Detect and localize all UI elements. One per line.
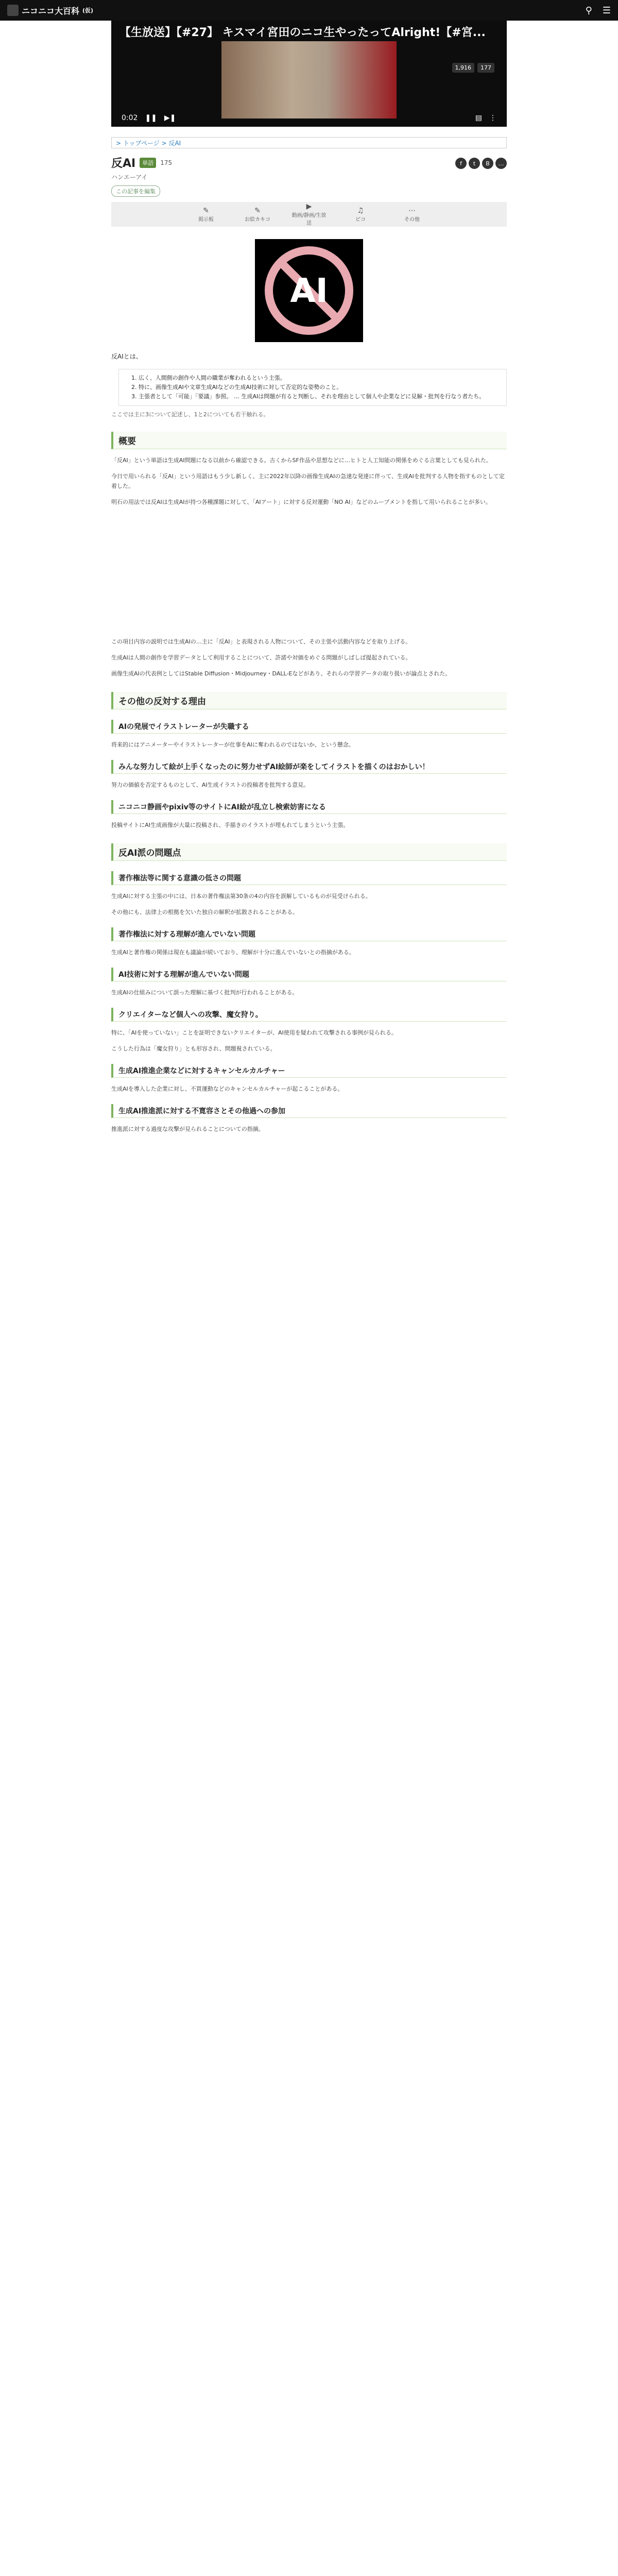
section-heading: 概要	[111, 432, 507, 449]
section-heading: 反AI派の問題点	[111, 843, 507, 861]
paragraph: 画像生成AIの代表例としてはStable Diffusion・Midjourney・DALL-Eなどがあり、それらの学習データの取り扱いが論点とされた。	[111, 670, 451, 677]
music-icon: ♫	[357, 206, 364, 215]
list-note: ここでは主に3について記述し、1と2についても若干触れる。	[111, 411, 269, 418]
next-icon[interactable]: ▶❚	[164, 114, 176, 122]
share-buttons	[455, 158, 507, 169]
intro-text: 反AIとは、	[111, 353, 142, 360]
paragraph: こうした行為は「魔女狩り」とも形容され、問題視されている。	[111, 1045, 276, 1052]
subsection-heading: みんな努力して絵が上手くなったのに努力せずAI絵師が楽をしてイラストを描くのはおかしい！	[111, 760, 507, 774]
page-title: 反AI	[111, 157, 136, 170]
paragraph: 今日で用いられる「反AI」という用語はもう少し新しく、主に2022年以降の画像生成AIの急速な発達に伴って、生成AIを批判する人物を指すものとして定着した。	[111, 473, 505, 489]
view-count: 1,916	[452, 63, 475, 73]
list-item: 2. 特に、画像生成AIや文章生成AIなどの生成AI技術に対して否定的な姿勢のこと。	[131, 384, 342, 391]
paragraph: 生成AIを導入した企業に対し、不買運動などのキャンセルカルチャーが起こることがある。	[111, 1086, 344, 1092]
paint-icon: ✎	[254, 206, 261, 215]
blank-space	[111, 507, 507, 631]
search-icon[interactable]: ⚲	[585, 5, 592, 16]
more-icon[interactable]: ⋮	[489, 114, 496, 122]
time-display: 0:02	[122, 114, 138, 122]
svg-text:AI: AI	[290, 272, 328, 310]
subsection-heading: ニコニコ静画やpixiv等のサイトにAI絵が乱立し検索妨害になる	[111, 800, 507, 814]
media-icon: ▶	[306, 202, 312, 211]
reading: ハンエーアイ	[111, 174, 148, 181]
comment-count: 177	[477, 63, 494, 73]
article-body	[111, 432, 507, 1134]
menu-icon[interactable]: ☰	[602, 5, 611, 16]
article	[111, 155, 507, 1134]
pause-icon[interactable]: ❚❚	[145, 114, 157, 122]
share-hatena-icon[interactable]: B	[482, 158, 493, 169]
subsection-heading: 著作権法等に関する意識の低さの問題	[111, 871, 507, 885]
subsection-heading: 著作権法に対する理解が進んでいない問題	[111, 927, 507, 941]
video-player[interactable]	[111, 21, 507, 127]
share-more-icon[interactable]: …	[495, 158, 507, 169]
list-item: 3. 主張者として「可能」「要議」参照。 … 生成AIは問題が有ると判断し、それを理由として個人や企業などに見解・批判を行なう者たち。	[131, 393, 485, 400]
type-tag: 単語	[140, 158, 156, 168]
logo-suffix: (仮)	[82, 7, 94, 14]
tab-bbs[interactable]: ✎ 掲示板	[188, 207, 224, 223]
video-thumbnail	[221, 41, 397, 118]
site-logo[interactable]	[7, 5, 93, 16]
paragraph: 生成AIに対する主張の中には、日本の著作権法第30条の4の内容を誤解しているものが見受けられる。	[111, 893, 371, 900]
paragraph: 生成AIの仕組みについて誤った理解に基づく批判が行われることがある。	[111, 989, 298, 996]
edit-button[interactable]: この記事を編集	[111, 185, 160, 197]
paragraph: 努力の価値を否定するものとして、AI生成イラストの投稿者を批判する意見。	[111, 782, 310, 788]
logo-icon	[7, 5, 19, 16]
tab-pico[interactable]: ♫ ピコ	[342, 207, 379, 223]
paragraph: その他にも、法律上の根拠を欠いた独自の解釈が拡散されることがある。	[111, 909, 298, 916]
paragraph: 明石の用法では反AIは生成AIが持つ各種課題に対して、「AIアート」に対する反対運動「NO AI」などのムーブメントを指して用いられることが多い。	[111, 499, 491, 505]
more-icon: ⋯	[408, 206, 416, 215]
list-item: 1. 広く、人間側の創作や人間の職業が奪われるという主張。	[131, 375, 286, 381]
paragraph: 生成AIと著作権の関係は現在も議論が続いており、理解が十分に進んでいないとの指摘がある。	[111, 949, 355, 956]
paragraph: 推進派に対する過度な攻撃が見られることについての指摘。	[111, 1126, 264, 1132]
definition-list	[118, 369, 507, 406]
paragraph: 「反AI」という単語は生成AI問題になる以前から確認できる。古くからSF作品や思想などに…ヒトと人工知能の関係をめぐる言葉としても見られた。	[111, 457, 492, 464]
section-heading: その他の反対する理由	[111, 692, 507, 709]
paragraph: この項目内容の説明では生成AIの…主に「反AI」と表現される人物について、その主張や活動内容などを取り上げる。	[111, 638, 411, 645]
subsection-heading: 生成AI推進派に対する不寛容さとその他過への参加	[111, 1104, 507, 1118]
paragraph: 生成AIは人間の創作を学習データとして利用することについて、許諾や対価をめぐる問題がしばしば提起されている。	[111, 654, 411, 661]
tab-media[interactable]: ▶ 動画/静画/生放送	[291, 202, 327, 226]
subsection-heading: クリエイターなど個人への攻撃、魔女狩り。	[111, 1008, 507, 1022]
tab-oekaki[interactable]: ✎ お絵カキコ	[239, 207, 276, 223]
logo-text: ニコニコ大百科	[22, 6, 80, 16]
subsection-heading: AI技術に対する理解が進んでいない問題	[111, 968, 507, 981]
anti-ai-symbol-image	[255, 239, 363, 342]
share-facebook-icon[interactable]: f	[455, 158, 467, 169]
breadcrumb[interactable]: > トップページ > 反AI	[111, 137, 507, 148]
comment-toggle-icon[interactable]: ▤	[475, 114, 482, 122]
share-twitter-icon[interactable]: t	[469, 158, 480, 169]
paragraph: 将来的にはアニメーターやイラストレーターが仕事をAIに奪われるのではないか、という懸念。	[111, 741, 354, 748]
video-title: 【生放送】【#27】 キスマイ宮田のニコ生やったってAlright!【#宮...	[119, 26, 486, 39]
subsection-heading: AIの発展でイラストレーターが失職する	[111, 720, 507, 734]
article-toolbar	[111, 202, 507, 227]
paragraph: 特に、「AIを使っていない」ことを証明できないクリエイターが、AI使用を疑われて攻撃される事例が見られる。	[111, 1029, 397, 1036]
bbs-count[interactable]: 175	[160, 159, 173, 166]
paragraph: 投稿サイトにAI生成画像が大量に投稿され、手描きのイラストが埋もれてしまうという主張。	[111, 822, 349, 828]
bbs-icon: ✎	[203, 206, 209, 215]
subsection-heading: 生成AI推進企業などに対するキャンセルカルチャー	[111, 1064, 507, 1078]
top-bar	[0, 0, 618, 21]
tab-other[interactable]: ⋯ その他	[394, 207, 430, 223]
